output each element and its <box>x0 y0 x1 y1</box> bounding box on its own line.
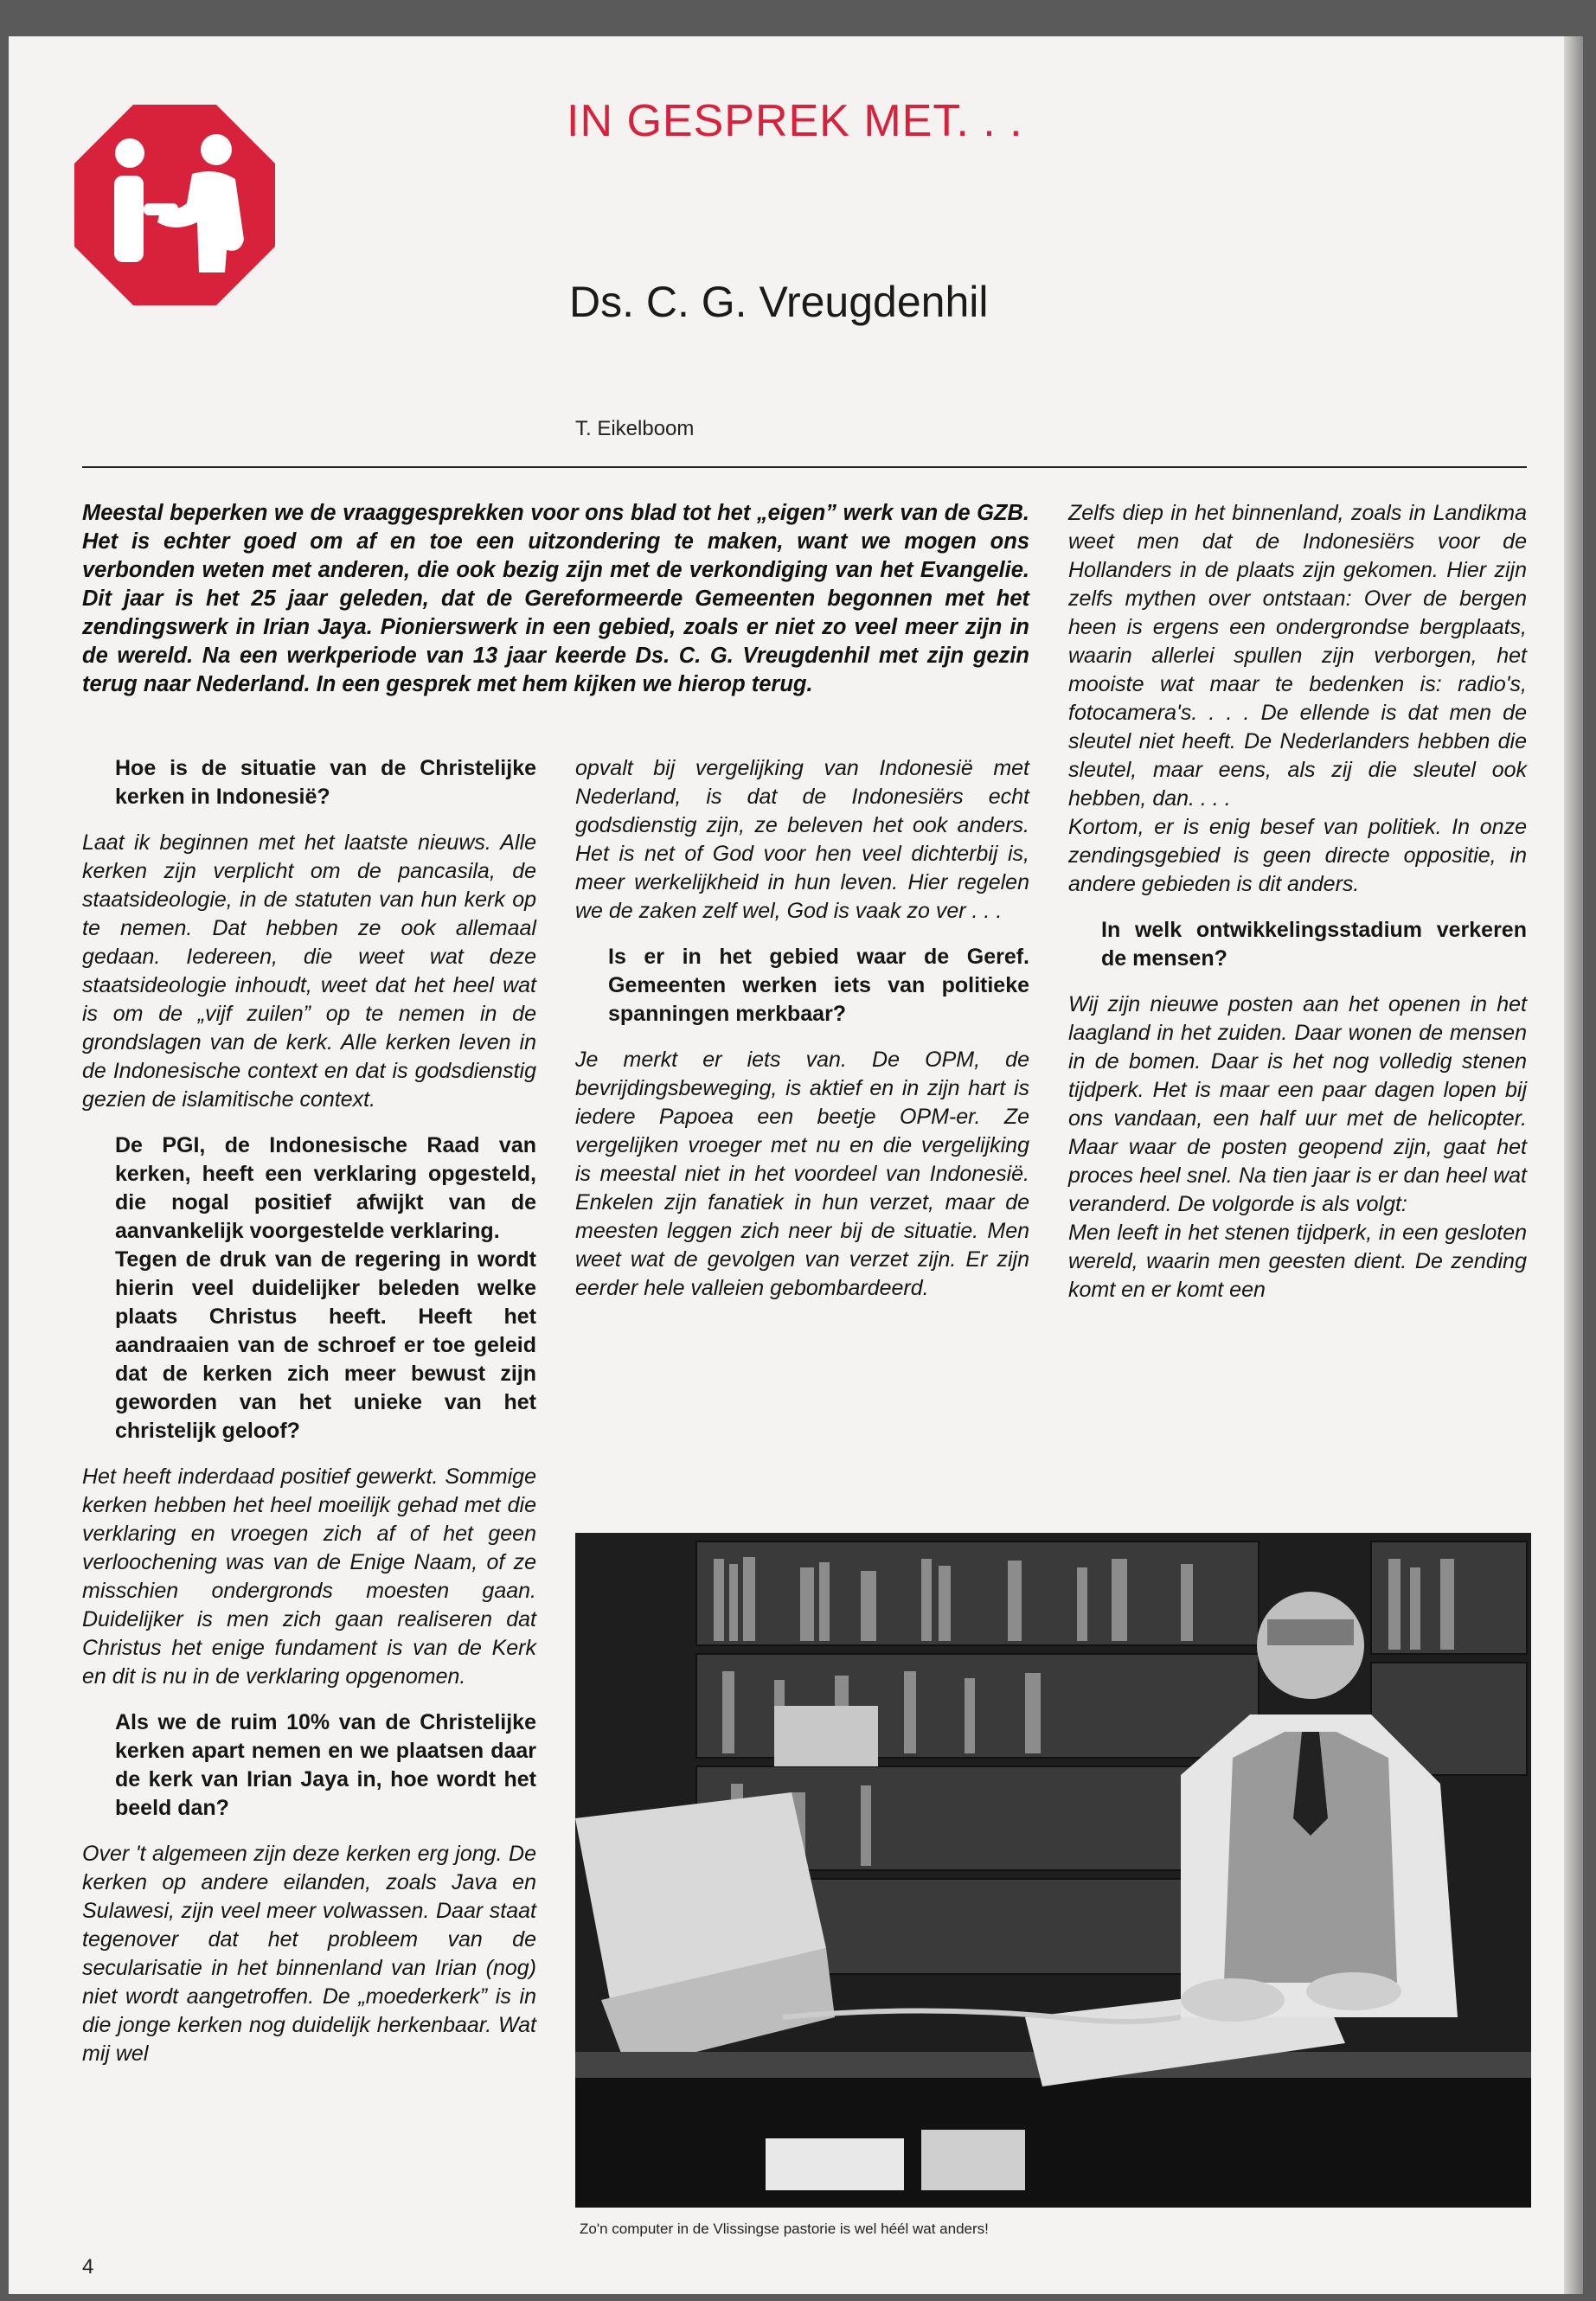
question-4: Is er in het gebied waar de Geref. Gemeenten werken iets van politieke spanningen merkbaar? <box>608 945 1029 1026</box>
answer-3: Over 't algemeen zijn deze kerken erg jong. De kerken op andere eilanden, zoals Java en Sulawesi, zijn veel meer volwassen. Daar staat tegenover dat het probleem van de secularisatie in het binnenland van Irian (nog) niet wordt aangetroffen. De „moederkerk” is in die jonge kerken nog duidelijk herkenbaar. Wat mij wel <box>82 1842 536 2066</box>
column-2 <box>575 754 1029 1303</box>
answer-1: Laat ik beginnen met het laatste nieuws. Alle kerken zijn verplicht om de pancasila, de staatsideologie, in de statuten van hun kerk op te nemen. Dat hebben ze ook allemaal gedaan. Iedereen, die weet wat deze staatsideologie inhoudt, weet dat het heel wat is om de „vijf zuilen” op te nemen in de grondslagen van de kerk. Alle kerken leven in de Indonesische context en dat is godsdienstig gezien de islamitische context. <box>82 830 536 1112</box>
interview-logo-icon <box>71 101 279 309</box>
column-3 <box>1068 499 1527 1304</box>
question-5: In welk ontwikkelingsstadium verkeren de mensen? <box>1101 918 1527 971</box>
answer-5-continued: Men leeft in het stenen tijdperk, in een gesloten wereld, waarin men geesten dient. De zending komt en er komt een <box>1068 1221 1527 1302</box>
answer-4: Je merkt er iets van. De OPM, de bevrijdingsbeweging, is aktief en in zijn hart is iedere Papoea een beetje OPM-er. Ze vergelijken vroeger met nu en die vergelijking is meestal niet in het voordeel van Indonesië. Enkelen zijn fanatiek in hun verzet, maar de meesten leggen zich neer bij de situatie. Men weet wat de gevolgen van verzet zijn. Er zijn eerder hele valleien gebombardeerd. <box>575 1048 1029 1300</box>
answer-2: Het heeft inderdaad positief gewerkt. Sommige kerken hebben het heel moeilijk gehad met die verklaring en vroegen zich af of het geen verloochening was van de Enige Naam, of ze misschien ondergronds moesten gaan. Duidelijker is men zich gaan realiseren dat Christus het enige fundament is van de Kerk en dit is nu in de verklaring opgenomen. <box>82 1465 536 1689</box>
column-1 <box>82 754 536 2068</box>
header-divider <box>82 466 1527 468</box>
photo-caption: Zo'n computer in de Vlissingse pastorie is wel héél wat anders! <box>580 2221 989 2237</box>
article-intro: Meestal beperken we de vraaggesprekken voor ons blad tot het „eigen” werk van de GZB. Het is echter goed om af en toe een uitzondering te maken, want we mogen ons verbonden weten met anderen, die ook bezig zijn met de verkondiging van het Evangelie. Dit jaar is het 25 jaar geleden, dat de Gereformeerde Gemeenten begonnen met het zendingswerk in Irian Jaya. Pionierswerk in een gebied, zoals er niet zo veel meer zijn in de wereld. Na een werkperiode van 13 jaar keerde Ds. C. G. Vreugdenhil met zijn gezin terug naar Nederland. In een gesprek met hem kijken we hierop terug. <box>82 501 1029 696</box>
answer-4-continued: Zelfs diep in het binnenland, zoals in Landikma weet men dat de Indonesiërs voor de Hollanders in de plaats zijn gekomen. Hier zijn zelfs mythen over ontstaan: Over de bergen heen is ergens een ondergrondse bergplaats, waarin allerlei spullen zijn verborgen, het mooiste wat maar te bedenken is: radio's, fotocamera's. . . . De ellende is dat men de sleutel niet heeft. De Nederlanders hebben die sleutel, maar eens, als zij die sleutel ook hebben, dan. . . . <box>1068 501 1527 811</box>
article-headline: Ds. C. G. Vreugdenhil <box>569 278 989 326</box>
page-number: 4 <box>82 2255 94 2279</box>
answer-4-conclusion: Kortom, er is enig besef van politiek. In onze zendingsgebied is geen directe oppositie, in andere gebieden is dit anders. <box>1068 815 1527 896</box>
article-photo <box>575 1533 1531 2208</box>
office-photo-illustration <box>575 1533 1531 2208</box>
question-1: Hoe is de situatie van de Christelijke kerken in Indonesië? <box>115 756 536 809</box>
section-title: IN GESPREK MET. . . <box>567 96 1023 146</box>
question-3: Als we de ruim 10% van de Christelijke kerken apart nemen en we plaatsen daar de kerk van Irian Jaya in, hoe wordt het beeld dan? <box>115 1710 536 1820</box>
magazine-page <box>9 36 1583 2294</box>
answer-1-continued: opvalt bij vergelijking van Indonesië met Nederland, is dat de Indonesiërs echt godsdienstig zijn, ze beleven het ook anders. Het is net of God voor hen veel dichterbij is, meer werkelijkheid in hun leven. Hier regelen we de zaken zelf wel, God is vaak zo ver . . . <box>575 756 1029 923</box>
question-2: De PGI, de Indonesische Raad van kerken, heeft een verklaring opgesteld, die nogal positief afwijkt van de aanvankelijk voorgestelde verklaring. <box>115 1133 536 1243</box>
article-author: T. Eikelboom <box>575 417 695 440</box>
question-2-continued: Tegen de druk van de regering in wordt hierin veel duidelijker beleden welke plaats Christus heeft. Heeft het aandraaien van de schroef er toe geleid dat de kerken zich meer bewust zijn geworden van het unieke van het christelijk geloof? <box>115 1247 536 1443</box>
page-edge <box>1564 36 1583 2294</box>
answer-5: Wij zijn nieuwe posten aan het openen in het laagland in het zuiden. Daar wonen de mensen in de bomen. Daar is het nog volledig stenen tijdperk. Het is maar een paar dagen lopen bij ons vandaan, een half uur met de helicopter. Maar waar de posten geopend zijn, gaat het proces heel snel. Na tien jaar is er dan heel wat veranderd. De volgorde is als volgt: <box>1068 992 1527 1216</box>
